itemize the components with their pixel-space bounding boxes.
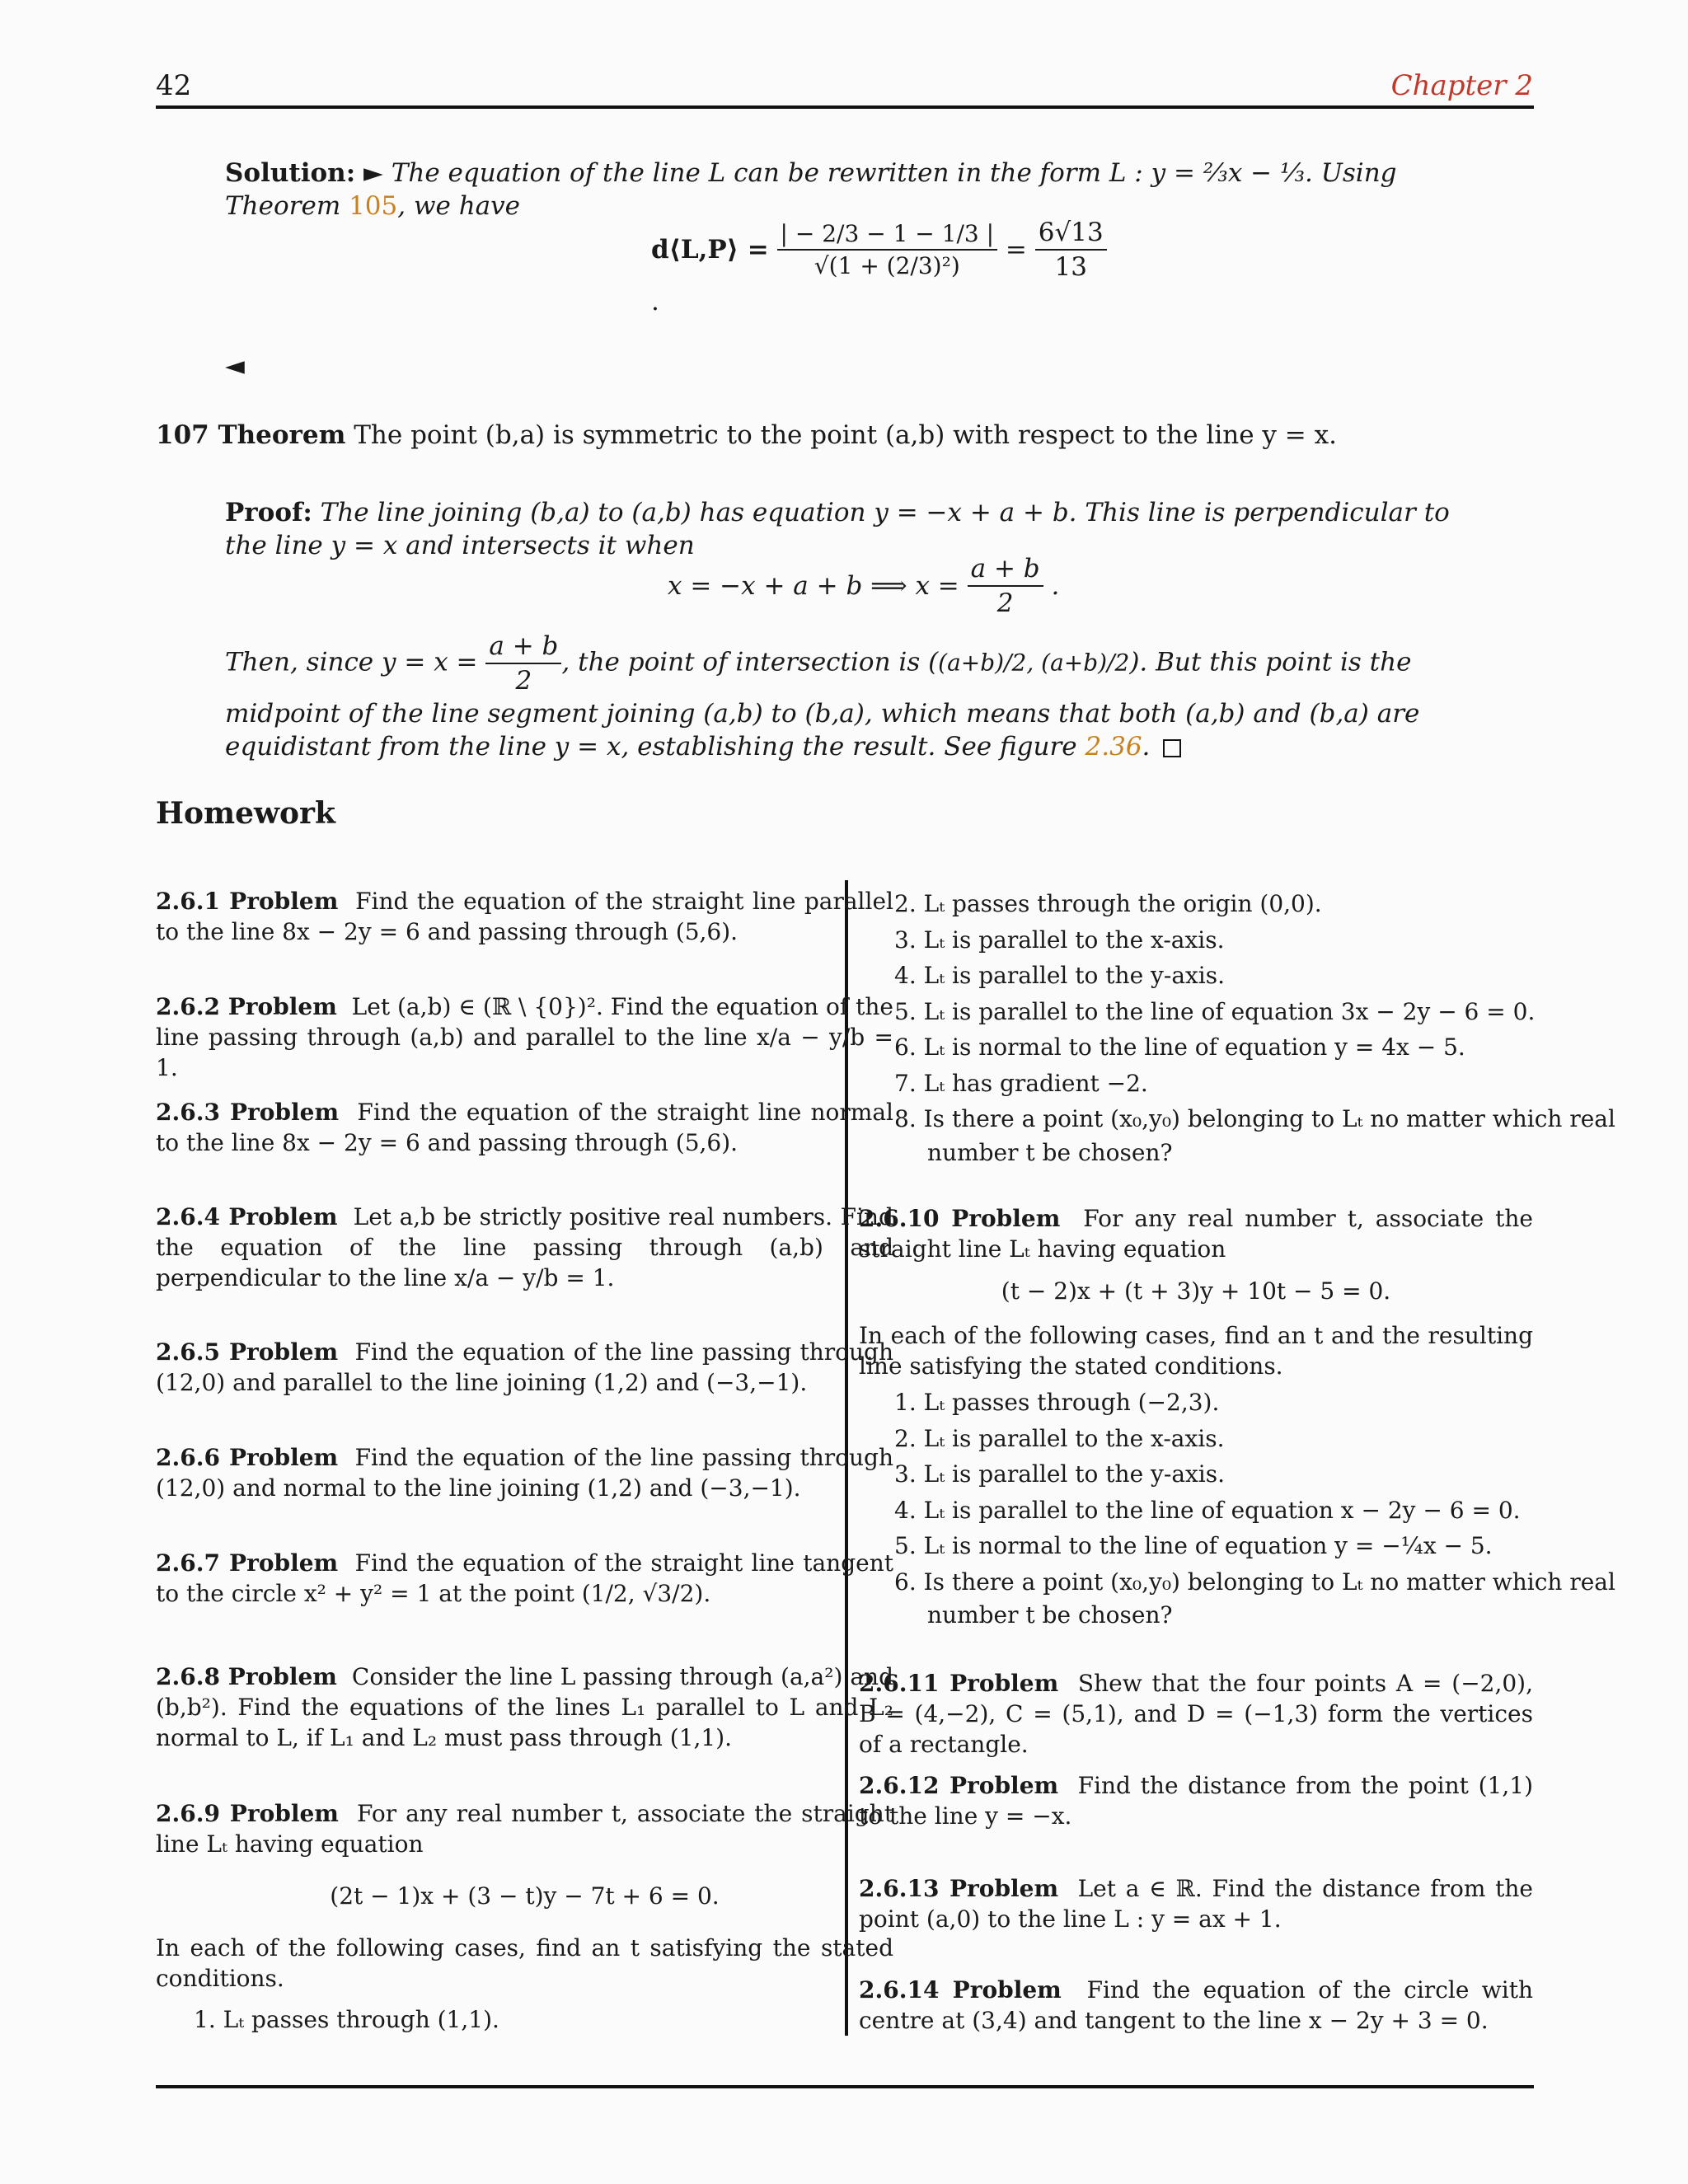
problem-text: Find the distance from the point (1,1) to the line y = −x. [859,1772,1533,1830]
header-rule [156,105,1534,109]
problem-text: For any real number t, associate the straight line Lₜ having equation [859,1205,1533,1263]
eq-lhs: d⟨L,P⟩ = [651,235,769,265]
distance-equation [651,216,1113,331]
problem-2-6-9 [156,1798,893,1859]
proof-inline-num: a + b [485,630,561,664]
list-item: 1. Lₜ passes through (1,1). [194,2006,499,2033]
proof-text-2-after: ). But this point is the midpoint of the line segment joining (a,b) to (b,a), which means that both (a,b) and (b,a) are equidistant from the line y = x, establishing the result. See figure [225,647,1420,762]
problem-label: 2.6.2 Problem [156,993,337,1020]
proof-eq-left: x = −x + a + b ⟹ x = [668,571,959,601]
proof-text-2-mid: , the point of intersection is ( [561,647,939,677]
eq-result [1035,216,1107,284]
problem-2-6-9-list [194,2004,499,2035]
problem-label: 2.6.7 Problem [156,1549,339,1577]
theorem-text: The point (b,a) is symmetric to the point (a,b) with respect to the line y = x. [354,420,1337,450]
solution-arrow-icon: ► [363,158,383,188]
list-item: 2. Lₜ passes through the origin (0,0). [894,890,1322,917]
problem-text: Find the equation of the straight line parallel to the line 8x − 2y = 6 and passing through (5,6). [156,888,893,945]
problem-text: Consider the line L passing through (a,a²) and (b,b²). Find the equations of the lines L₁ parallel to L and L₂ normal to L, if L₁ and L₂ must pass through (1,1). [156,1663,894,1751]
problem-2-6-6 [156,1442,893,1503]
problem-label: 2.6.1 Problem [156,888,339,915]
problem-text: Let (a,b) ∈ (ℝ \ {0})². Find the equation of the line passing through (a,b) and parallel to the line x/a − y/b = 1. [156,993,893,1081]
qed-square-icon [1163,739,1181,757]
proof-inline-den: 2 [515,666,532,696]
problem-label: 2.6.3 Problem [156,1099,340,1126]
solution-line [225,157,1461,223]
problem-label: 2.6.6 Problem [156,1444,339,1471]
list-item: 3. Lₜ is parallel to the x-axis. [894,926,1225,954]
problem-label: 2.6.4 Problem [156,1203,338,1230]
eq-equals: = [1005,235,1027,265]
problem-2-6-10 [859,1203,1533,1264]
problem-label: 2.6.14 Problem [859,1976,1062,2004]
problem-label: 2.6.10 Problem [859,1205,1061,1232]
problem-text: Let a,b be strictly positive real numbers. Find the equation of the line passing through (a,b) and perpendicular to the line x/a − y/b = 1. [156,1203,893,1291]
eq-result-num: 6√13 [1035,216,1107,251]
problem-label: 2.6.8 Problem [156,1663,337,1690]
problem-2-6-9-list-continued [894,886,1615,1168]
problem-2-6-1 [156,886,893,947]
problem-2-6-7 [156,1548,893,1609]
eq-result-den: 13 [1054,252,1087,282]
problem-2-6-11 [859,1668,1533,1760]
proof-text-2-end: . [1142,732,1151,762]
solution-text-after: , we have [397,191,520,221]
proof-label: Proof: [225,498,312,527]
list-item: 5. Lₜ is parallel to the line of equation 3x − 2y − 6 = 0. [894,997,1536,1025]
footer-rule [156,2085,1534,2088]
problem-2-6-10-list [894,1385,1615,1630]
problem-2-6-3 [156,1097,893,1158]
list-item: 4. Lₜ is parallel to the line of equation x − 2y − 6 = 0. [894,1496,1521,1524]
list-item: 8. Is there a point (x₀,y₀) belonging to Lₜ no matter which real [894,1105,1615,1132]
problem-text: Shew that the four points A = (−2,0), B = (4,−2), C = (5,1), and D = (−1,3) form the vertices of a rectangle. [859,1670,1534,1758]
problem-2-6-9-instructions: In each of the following cases, find an t satisfying the stated conditions. [156,1934,893,1992]
list-item: number t be chosen? [927,1601,1173,1629]
problem-2-6-8 [156,1661,893,1753]
eq-dot: . [651,286,659,316]
list-item: 6. Is there a point (x₀,y₀) belonging to Lₜ no matter which real [894,1568,1615,1596]
proof-eq-num: a + b [968,552,1043,587]
proof-equation [668,552,1080,620]
problem-label: 2.6.5 Problem [156,1338,339,1366]
eq-fraction [777,218,998,281]
problem-2-6-10-instructions: In each of the following cases, find an t and the resulting line satisfying the stated conditions. [859,1322,1533,1380]
problem-2-6-4 [156,1202,893,1293]
theorem-ref-link[interactable]: 105 [349,191,398,221]
problem-label: 2.6.11 Problem [859,1670,1059,1697]
problem-text: Find the equation of the line passing through (12,0) and normal to the line joining (1,2) and (−3,−1). [156,1444,893,1502]
problem-text: For any real number t, associate the straight line Lₜ having equation [156,1800,893,1858]
proof-eq-frac [968,552,1043,620]
list-item: 1. Lₜ passes through (−2,3). [894,1389,1220,1416]
problem-text: Find the equation of the line passing through (12,0) and parallel to the line joining (1,2) and (−3,−1). [156,1338,893,1396]
list-item: 6. Lₜ is normal to the line of equation y = 4x − 5. [894,1033,1465,1061]
list-item: 2. Lₜ is parallel to the x-axis. [894,1424,1225,1452]
homework-heading: Homework [156,796,335,831]
problem-2-6-5 [156,1337,893,1398]
chapter-link[interactable]: Chapter 2 [1390,69,1533,102]
list-item: number t be chosen? [927,1138,1173,1166]
page-number: 42 [156,69,192,102]
proof-paragraph-2 [225,630,1463,763]
problem-2-6-13 [859,1873,1533,1934]
figure-ref-link[interactable]: 2.36 [1085,732,1142,762]
theorem-107 [156,419,1540,452]
list-item: 4. Lₜ is parallel to the y-axis. [894,962,1226,989]
eq-denominator: √(1 + (2/3)²) [814,252,960,279]
problem-text: Find the equation of the circle with centre at (3,4) and tangent to the line x − 2y + 3 = 0. [859,1976,1533,2034]
proof-eq-dot: . [1051,571,1060,601]
proof-text-2-point: (a+b)/2, (a+b)/2 [938,649,1130,677]
problem-text: Find the equation of the straight line normal to the line 8x − 2y = 6 and passing through (5,6). [156,1099,893,1156]
proof-eq-den: 2 [996,588,1014,618]
problem-2-6-9-equation: (2t − 1)x + (3 − t)y − 7t + 6 = 0. [330,1882,720,1910]
eq-numerator: | − 2/3 − 1 − 1/3 | [777,218,998,251]
problem-label: 2.6.12 Problem [859,1772,1059,1799]
problem-text: Find the equation of the straight line tangent to the circle x² + y² = 1 at the point (1/2, √3/2). [156,1549,893,1607]
theorem-label: 107 Theorem [156,420,346,450]
problem-2-6-14 [859,1975,1533,2036]
list-item: 5. Lₜ is normal to the line of equation y = −¼x − 5. [894,1532,1493,1559]
list-item: 3. Lₜ is parallel to the y-axis. [894,1460,1226,1488]
problem-label: 2.6.9 Problem [156,1800,339,1827]
problem-2-6-2 [156,991,893,1083]
end-of-solution-icon: ◄ [225,351,245,381]
problem-text: Let a ∈ ℝ. Find the distance from the point (a,0) to the line L : y = ax + 1. [859,1875,1533,1933]
proof-text-2-before: Then, since y = x = [225,647,478,677]
solution-text: The equation of the line L can be rewritten in the form L : y = ⅔x − ⅓. Using Theorem [225,158,1397,221]
proof-text-1: The line joining (b,a) to (a,b) has equation y = −x + a + b. This line is perpendicular to the line y = x and intersects it when [225,498,1450,560]
problem-2-6-12 [859,1770,1533,1831]
list-item: 7. Lₜ has gradient −2. [894,1069,1148,1097]
solution-label: Solution: [225,158,356,188]
problem-label: 2.6.13 Problem [859,1875,1059,1902]
problem-2-6-10-equation: (t − 2)x + (t + 3)y + 10t − 5 = 0. [1001,1277,1391,1305]
proof-inline-frac [485,630,561,697]
